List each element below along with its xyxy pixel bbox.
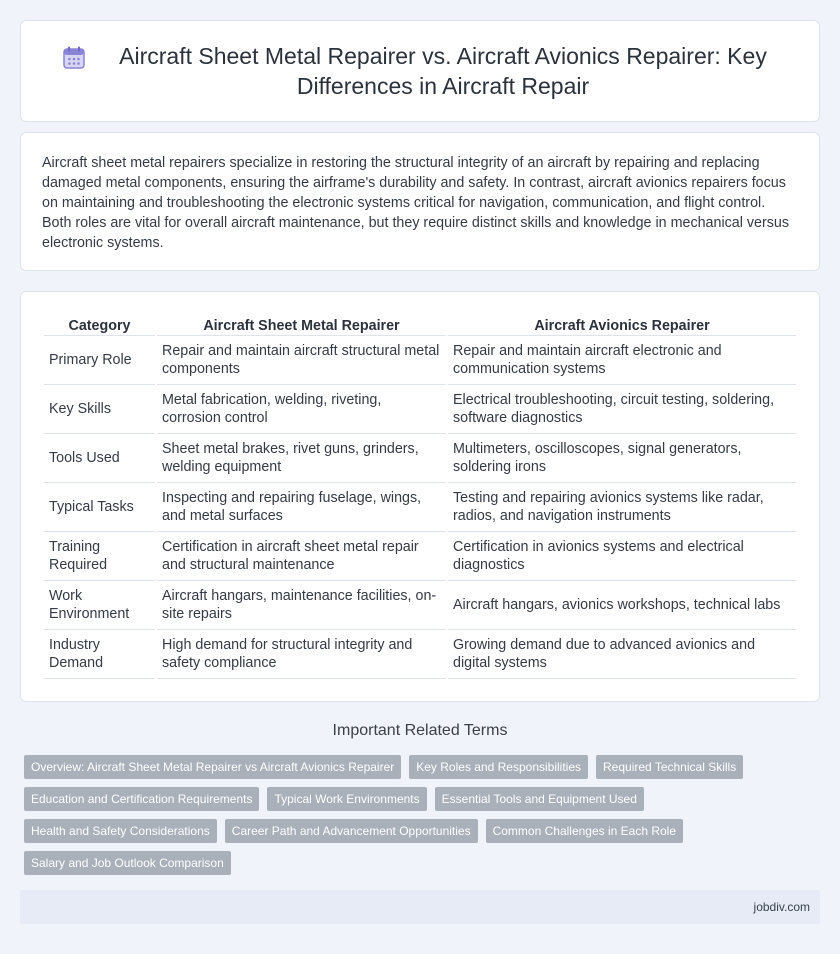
header-category: Category	[44, 312, 155, 336]
row-category: Training Required	[44, 532, 155, 581]
related-term-tag[interactable]: Health and Safety Considerations	[24, 819, 217, 843]
row-avionics: Multimeters, oscilloscopes, signal generators, soldering irons	[448, 434, 796, 483]
row-sheet-metal: Certification in aircraft sheet metal repair and structural maintenance	[157, 532, 446, 581]
calendar-icon	[61, 45, 87, 71]
table-row	[44, 483, 796, 532]
page-title: Aircraft Sheet Metal Repairer vs. Aircraft Avionics Repairer: Key Differences in Aircraft Repair	[119, 43, 767, 99]
row-sheet-metal: Repair and maintain aircraft structural metal components	[157, 336, 446, 385]
row-avionics: Certification in avionics systems and electrical diagnostics	[448, 532, 796, 581]
header-card	[20, 20, 820, 122]
related-term-tag[interactable]: Common Challenges in Each Role	[486, 819, 683, 843]
row-category: Typical Tasks	[44, 483, 155, 532]
intro-text: Aircraft sheet metal repairers specialize in restoring the structural integrity of an aircraft by repairing and replacing damaged metal components, ensuring the airframe's durability and safety. In contrast, aircraft avionics repairers focus on maintaining and troubleshooting the electronic systems critical for navigation, communication, and flight control. Both roles are vital for overall aircraft maintenance, but they require distinct skills and knowledge in mechanical versus electronic systems.	[42, 155, 789, 251]
related-term-tag[interactable]: Education and Certification Requirements	[24, 787, 259, 811]
row-avionics: Aircraft hangars, avionics workshops, technical labs	[448, 581, 796, 630]
row-category: Key Skills	[44, 385, 155, 434]
related-term-tag[interactable]: Salary and Job Outlook Comparison	[24, 851, 231, 875]
comparison-table	[42, 312, 798, 679]
table-row	[44, 385, 796, 434]
related-terms-tags	[24, 755, 784, 883]
table-row	[44, 336, 796, 385]
footer	[20, 890, 820, 924]
related-term-tag[interactable]: Overview: Aircraft Sheet Metal Repairer vs Aircraft Avionics Repairer	[24, 755, 401, 779]
title-wrap	[61, 41, 779, 101]
table-row	[44, 630, 796, 679]
footer-site-link[interactable]: jobdiv.com	[753, 900, 810, 914]
table-row	[44, 434, 796, 483]
row-category: Tools Used	[44, 434, 155, 483]
intro-card	[20, 132, 820, 271]
header-avionics: Aircraft Avionics Repairer	[448, 312, 796, 336]
table-row	[44, 581, 796, 630]
row-sheet-metal: High demand for structural integrity and safety compliance	[157, 630, 446, 679]
related-terms-title: Important Related Terms	[332, 722, 508, 739]
related-term-tag[interactable]: Career Path and Advancement Opportunities	[225, 819, 478, 843]
comparison-table-card	[20, 291, 820, 702]
row-avionics: Electrical troubleshooting, circuit testing, soldering, software diagnostics	[448, 385, 796, 434]
header-sheet-metal: Aircraft Sheet Metal Repairer	[157, 312, 446, 336]
row-sheet-metal: Aircraft hangars, maintenance facilities, on-site repairs	[157, 581, 446, 630]
table-row	[44, 532, 796, 581]
table-header-row	[44, 312, 796, 336]
row-sheet-metal: Sheet metal brakes, rivet guns, grinders, welding equipment	[157, 434, 446, 483]
row-avionics: Repair and maintain aircraft electronic and communication systems	[448, 336, 796, 385]
related-term-tag[interactable]: Required Technical Skills	[596, 755, 743, 779]
related-term-tag[interactable]: Typical Work Environments	[267, 787, 426, 811]
row-sheet-metal: Metal fabrication, welding, riveting, corrosion control	[157, 385, 446, 434]
related-term-tag[interactable]: Essential Tools and Equipment Used	[435, 787, 644, 811]
related-term-tag[interactable]: Key Roles and Responsibilities	[409, 755, 588, 779]
row-avionics: Testing and repairing avionics systems like radar, radios, and navigation instruments	[448, 483, 796, 532]
row-category: Industry Demand	[44, 630, 155, 679]
row-category: Work Environment	[44, 581, 155, 630]
row-sheet-metal: Inspecting and repairing fuselage, wings, and metal surfaces	[157, 483, 446, 532]
row-category: Primary Role	[44, 336, 155, 385]
row-avionics: Growing demand due to advanced avionics and digital systems	[448, 630, 796, 679]
